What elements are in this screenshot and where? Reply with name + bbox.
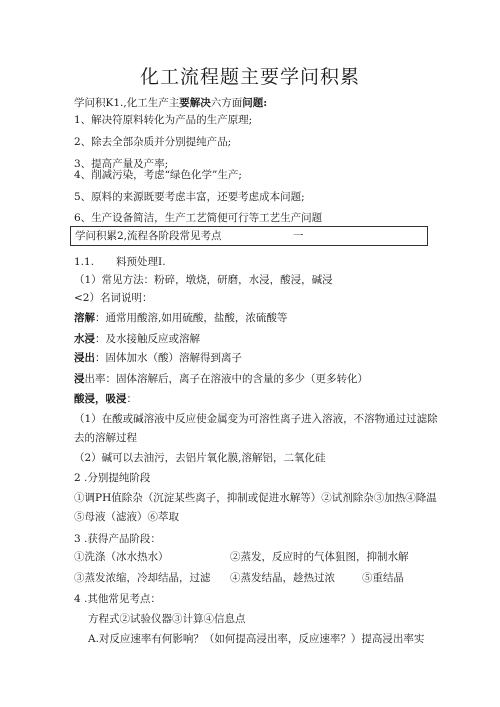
k1-heading-c: 六方面 — [210, 97, 243, 109]
def-term: 水浸 — [74, 333, 95, 345]
s4-line-2: A.对反应速率有何影响？（如何提高浸出率，反应速率？）提高浸出率实 — [88, 633, 425, 645]
s3-step-2: ②蒸发，反应时的气体狙图，抑制水解 — [230, 551, 409, 563]
k2-heading-dash: 一 — [293, 230, 304, 242]
k1-heading-b: 要解决 — [179, 97, 211, 109]
def-row — [74, 311, 287, 325]
k2-heading-box — [70, 226, 428, 246]
def-term: 浸 — [74, 373, 85, 385]
k1-item-5: 5、原料的来源既要考虑丰富，还要考虑成本问题; — [74, 191, 305, 203]
def-text: ： — [126, 393, 137, 405]
s3-step-5: ⑤重结晶 — [362, 572, 404, 584]
s3-heading: 3 .获得产品阶段： — [74, 533, 161, 545]
def-term: 酸浸，吸浸 — [74, 393, 127, 405]
s1-heading — [74, 255, 166, 269]
s3-step-4: ④蒸发结晶，趁热过浓 — [230, 572, 335, 584]
s2-line-2: ⑤母液（滤液）⑥萃取 — [74, 511, 179, 523]
def-term: 溶解 — [74, 312, 95, 324]
page-title: 化工流程题主要学问积累 — [139, 66, 360, 88]
s3-step-1: ①洗涤（冰水热水） — [74, 551, 169, 563]
def-text: ：通常用酸溶,如用硫酸，盐酸，浓硫酸等 — [95, 312, 288, 324]
k1-item-1: 1、解决符原料转化为产品的生产原理; — [74, 114, 253, 126]
def-row — [74, 351, 242, 365]
s2-heading: 2 .分别提纯阶段 — [74, 472, 151, 484]
s1-alkali: （2）碱可以去油污，去铝片氧化膜,溶解铝，二氧化硅 — [74, 452, 326, 464]
k1-item-6: 6、生产设备简洁，生产工艺简便可行等工艺生产问题 — [74, 212, 323, 224]
s3-step-3: ③蒸发浓缩，冷却结晶，过滤 — [74, 572, 211, 584]
k1-item-3: 3、提高产量及产率; — [74, 158, 169, 170]
k2-heading-label: 学问积累2,流程各阶段常见考点 — [75, 230, 222, 242]
s1-heading-num: 1.1. — [74, 256, 95, 268]
def-row — [74, 372, 368, 386]
def-text: ：固体加水（酸）溶解得到离子 — [95, 352, 242, 364]
s4-heading: 4 .其他常见考点： — [74, 593, 161, 605]
s1-methods: （1）常见方法：粉碎，墩烧，研磨，水浸，酸浸，碱浸 — [74, 274, 333, 286]
def-term: 浸出 — [74, 352, 95, 364]
s1-heading-text: 料预处理I. — [116, 256, 166, 268]
k1-item-4: 4、削减污染，考虑“绿色化学”生产; — [74, 169, 242, 181]
def-text: ：及水接触反应或溶解 — [95, 333, 200, 345]
def-text: 出率：固体溶解后，离子在溶液中的含量的多少（更多转化） — [84, 373, 368, 385]
k1-item-2: 2、除去全部杂质并分别提纯产品; — [74, 136, 232, 148]
k1-heading — [74, 96, 267, 110]
s1-terms-heading: <2）名词说明： — [74, 292, 153, 304]
def-row — [74, 392, 137, 406]
k1-heading-a: 学问积K1.,化工生产主 — [74, 97, 180, 109]
s1-acid-line-2: 去的溶解过程 — [74, 432, 137, 444]
k1-heading-d: 问题: — [242, 97, 268, 109]
s4-line-1: 方程式②试验仪器③计算④信息点 — [88, 613, 246, 625]
s1-acid-line-1: （1）在酸或碱溶液中反应使金属变为可溶性离子进入溶液，不溶物通过过滤除 — [74, 413, 438, 425]
def-row — [74, 332, 200, 346]
s2-line-1: ①调PH值除杂（沉淀某些离子，抑制或促进水解等）②试剂除杂③加热④降温 — [74, 492, 437, 504]
